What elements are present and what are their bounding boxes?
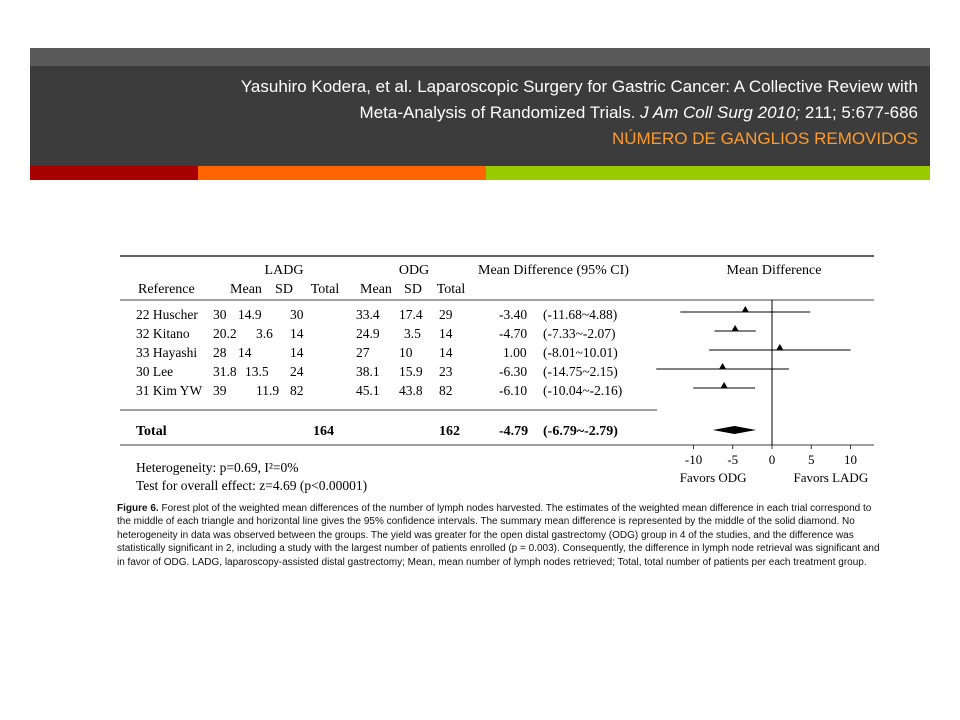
row-odg-sd: 3.5 — [404, 326, 421, 341]
row-odg-total: 23 — [439, 364, 453, 379]
row-md: -6.10 — [499, 383, 528, 398]
accent-segment-orange — [198, 166, 486, 180]
row-ladg-mean: 39 — [213, 383, 227, 398]
summary-diamond — [713, 426, 756, 434]
caption-text: Forest plot of the weighted mean differences of the number of lymph nodes harvested. The estimates of the weighted mean difference in each trial correspond to the middle of each triangle and horizontal line gives the 95% confidence intervals. The summary mean difference is represented by the middle of the solid diamond. No heterogeneity in data was observed between the groups. The yield was greater for the open distal gastrectomy (ODG) group in 4 of the studies, and the difference was statistically significant in 2, including a study with the largest number of patients enrolled (p = 0.003). Consequently, the difference in lymph node retrieval was significant and in favor of ODG. LADG, laparoscopy-assisted distal gastrectomy; Mean, mean number of lymph nodes retrieved; Total, total number of patients per each treatment group. — [117, 503, 880, 568]
row-ladg-mean: 30 — [213, 307, 227, 322]
row-reference: 31 Kim YW — [136, 383, 203, 398]
row-md: 1.00 — [503, 345, 527, 360]
study-estimate-triangle — [742, 306, 749, 312]
header-odg: ODG — [398, 263, 430, 278]
title-band-top-strip — [30, 48, 930, 66]
table-row — [136, 383, 622, 398]
row-odg-sd: 10 — [399, 345, 413, 360]
total-label: Total — [136, 424, 167, 439]
row-odg-total: 82 — [439, 383, 453, 398]
caption-label: Figure 6. — [117, 503, 159, 514]
favors-ladg-label: Favors LADG — [793, 470, 869, 485]
row-ci: (-10.04~-2.16) — [543, 383, 623, 398]
x-tick-label: 0 — [768, 452, 776, 467]
row-reference: 22 Huscher — [136, 307, 198, 322]
row-ladg-sd: 14.9 — [238, 307, 262, 322]
row-ci: (-8.01~10.01) — [543, 345, 618, 360]
row-odg-mean: 33.4 — [356, 307, 380, 322]
header-ladg: LADG — [264, 263, 304, 278]
row-md: -3.40 — [499, 307, 528, 322]
x-tick-label: 10 — [843, 452, 857, 467]
col-reference: Reference — [138, 282, 195, 297]
row-odg-sd: 17.4 — [399, 307, 423, 322]
title-band — [30, 48, 930, 166]
study-estimate-triangle — [719, 363, 726, 369]
col-odg-total: Total — [436, 282, 466, 297]
slide-title — [38, 74, 918, 152]
total-odg: 162 — [439, 424, 460, 439]
row-reference: 30 Lee — [136, 364, 174, 379]
table-row — [136, 364, 618, 379]
row-ladg-total: 14 — [290, 326, 304, 341]
x-tick-label: 5 — [807, 452, 815, 467]
header-mean-difference-ci: Mean Difference (95% CI) — [478, 263, 629, 278]
row-ladg-sd: 14 — [238, 345, 252, 360]
row-ladg-total: 14 — [290, 345, 304, 360]
row-ci: (-11.68~4.88) — [543, 307, 618, 322]
total-ci: (-6.79~-2.79) — [543, 424, 618, 439]
study-estimate-triangle — [721, 382, 728, 388]
row-odg-total: 29 — [439, 307, 453, 322]
row-odg-mean: 38.1 — [356, 364, 380, 379]
row-reference: 33 Hayashi — [136, 345, 198, 360]
x-tick-label: -10 — [684, 452, 703, 467]
accent-color-bar — [30, 166, 930, 180]
overall-effect-text: Test for overall effect: z=4.69 (p<0.00001) — [136, 478, 368, 493]
row-odg-mean: 27 — [356, 345, 370, 360]
row-odg-mean: 45.1 — [356, 383, 380, 398]
x-tick-label: -5 — [727, 452, 739, 467]
row-ladg-mean: 20.2 — [213, 326, 237, 341]
row-ci: (-14.75~2.15) — [543, 364, 618, 379]
table-row — [136, 307, 617, 322]
row-odg-mean: 24.9 — [356, 326, 380, 341]
forest-plot-figure — [117, 250, 882, 500]
row-ladg-sd: 3.6 — [256, 326, 273, 341]
favors-odg-label: Favors ODG — [679, 470, 747, 485]
row-odg-total: 14 — [439, 326, 453, 341]
row-ladg-mean: 28 — [213, 345, 227, 360]
slide-subtitle: NÚMERO DE GANGLIOS REMOVIDOS — [611, 129, 918, 148]
row-odg-sd: 15.9 — [399, 364, 423, 379]
col-ladg-total: Total — [310, 282, 340, 297]
citation-volume: 211; 5:677-686 — [800, 103, 918, 122]
total-row — [136, 424, 618, 439]
accent-segment-red — [30, 166, 198, 180]
forest-plot-area — [656, 300, 868, 485]
row-md: -6.30 — [499, 364, 528, 379]
col-ladg-sd: SD — [275, 282, 293, 297]
header-plot-mean-difference: Mean Difference — [726, 263, 822, 278]
study-estimate-triangle — [776, 344, 783, 350]
forest-plot-svg — [117, 250, 882, 500]
col-odg-sd: SD — [404, 282, 422, 297]
row-ladg-sd: 11.9 — [256, 383, 280, 398]
citation-title-end: Meta-Analysis of Randomized Trials. — [359, 103, 641, 122]
accent-segment-green — [486, 166, 930, 180]
table-row — [136, 345, 618, 360]
figure-caption — [117, 502, 882, 569]
total-md: -4.79 — [499, 424, 529, 439]
row-odg-sd: 43.8 — [399, 383, 423, 398]
row-ci: (-7.33~-2.07) — [543, 326, 616, 341]
heterogeneity-text: Heterogeneity: p=0.69, I²=0% — [136, 460, 299, 475]
study-estimate-triangle — [732, 325, 739, 331]
table-row — [136, 326, 616, 341]
total-ladg: 164 — [313, 424, 334, 439]
row-ladg-sd: 13.5 — [245, 364, 269, 379]
col-ladg-mean: Mean — [230, 282, 262, 297]
row-odg-total: 14 — [439, 345, 453, 360]
row-ladg-mean: 31.8 — [213, 364, 237, 379]
row-ladg-total: 82 — [290, 383, 304, 398]
row-md: -4.70 — [499, 326, 528, 341]
row-ladg-total: 24 — [290, 364, 304, 379]
row-ladg-total: 30 — [290, 307, 304, 322]
citation-line-1: Yasuhiro Kodera, et al. Laparoscopic Surgery for Gastric Cancer: A Collective Review with — [240, 77, 918, 96]
citation-line-2 — [38, 100, 918, 126]
citation-journal: J Am Coll Surg 2010; — [640, 103, 801, 122]
col-odg-mean: Mean — [360, 282, 392, 297]
row-reference: 32 Kitano — [136, 326, 190, 341]
